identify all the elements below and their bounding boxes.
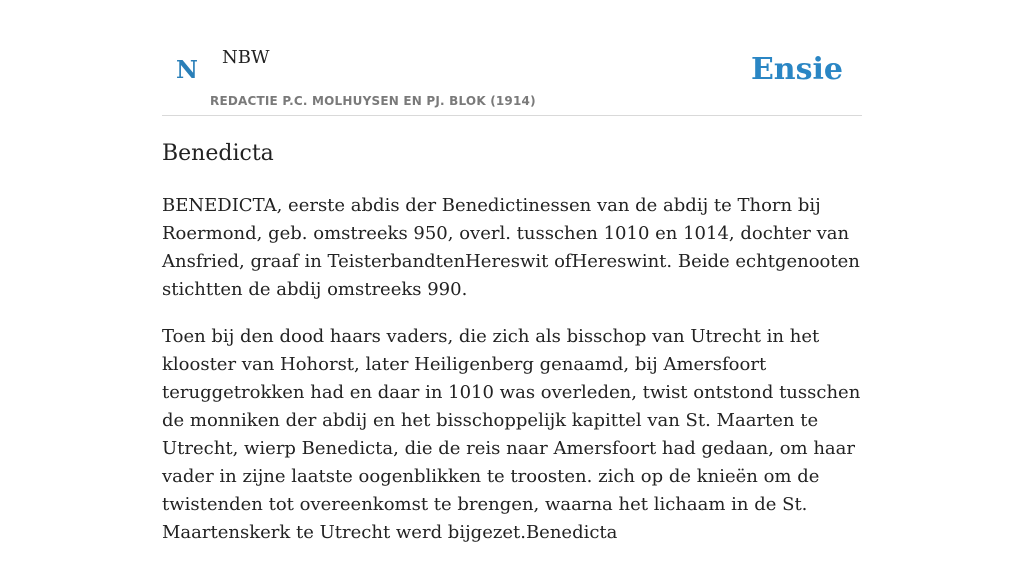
source-logo[interactable]: N [176, 55, 198, 84]
brand-logo[interactable]: Ensie [750, 52, 843, 87]
article-paragraph: Toen bij den dood haars vaders, die zich als bisschop van Utrecht in het klooster van Hohorst, later Heiligenberg genaamd, bij Amersfoort teruggetrokken had en daar in 1010 was overleden, twist ontstond tusschen de monniken der abdij en het bisschoppelijk kapittel van St. Maarten te Utrecht, wierp Benedicta, die de reis naar Amersfoort had gedaan, om haar vader in zijne laatste oogenblikken te troosten. zich op de knieën om de twistenden tot overeenkomst te brengen, waarna het lichaam in de St. Maartenskerk te Utrecht werd bijgezet.Benedicta [162, 326, 861, 543]
article-title: Benedicta [162, 141, 274, 166]
article-paragraph: BENEDICTA, eerste abdis der Benedictinessen van de abdij te Thorn bij Roermond, geb. omstreeks 950, overl. tusschen 1010 en 1014, dochter van Ansfried, graaf in TeisterbandtenHereswit ofHereswint. Beide echtgenooten stichtten de abdij omstreeks 990. [162, 195, 860, 300]
article-body [162, 192, 862, 566]
source-subtitle: REDACTIE P.C. MOLHUYSEN EN PJ. BLOK (1914) [210, 94, 536, 108]
source-header [162, 0, 862, 116]
source-title[interactable]: NBW [222, 47, 270, 68]
